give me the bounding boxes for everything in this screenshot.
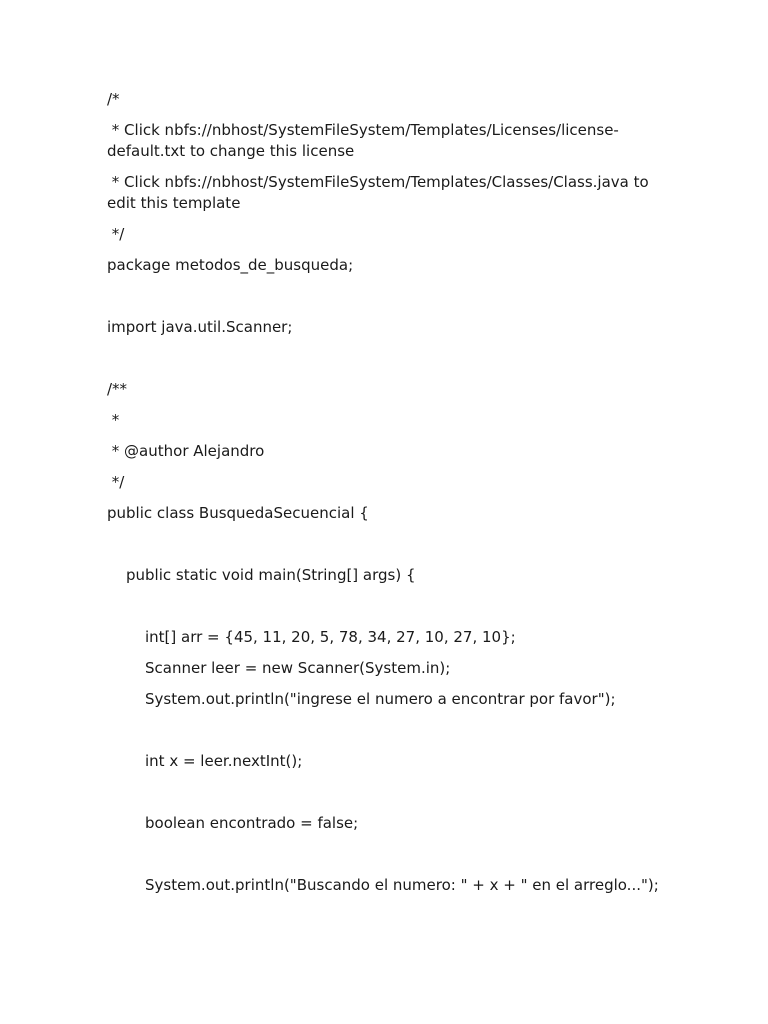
blank-line	[107, 534, 667, 555]
blank-line	[107, 596, 667, 617]
class-declaration: public class BusquedaSecuencial {	[107, 504, 369, 522]
prompt-println: System.out.println("ingrese el numero a encontrar por favor");	[145, 690, 616, 708]
scanner-declaration: Scanner leer = new Scanner(System.in);	[145, 659, 451, 677]
code-listing	[107, 89, 667, 906]
found-flag-declaration: boolean encontrado = false;	[145, 814, 359, 832]
comment-close: */	[107, 225, 125, 243]
blank-line	[107, 782, 667, 803]
main-method-declaration: public static void main(String[] args) {	[126, 566, 416, 584]
comment-template-line: * Click nbfs://nbhost/SystemFileSystem/Templates/Classes/Class.java to edit this template	[107, 173, 654, 212]
javadoc-empty-line: *	[107, 411, 120, 429]
javadoc-close: */	[107, 473, 125, 491]
comment-license-line: * Click nbfs://nbhost/SystemFileSystem/Templates/Licenses/license-default.txt to change this license	[107, 121, 619, 160]
read-int-statement: int x = leer.nextInt();	[145, 752, 303, 770]
blank-line	[107, 720, 667, 741]
comment-open: /*	[107, 90, 120, 108]
searching-println: System.out.println("Buscando el numero: " + x + " en el arreglo...");	[145, 876, 659, 894]
array-declaration: int[] arr = {45, 11, 20, 5, 78, 34, 27, 10, 27, 10};	[145, 628, 516, 646]
blank-line	[107, 286, 667, 307]
package-declaration: package metodos_de_busqueda;	[107, 256, 354, 274]
blank-line	[107, 348, 667, 369]
import-statement: import java.util.Scanner;	[107, 318, 293, 336]
blank-line	[107, 844, 667, 865]
javadoc-author: * @author Alejandro	[107, 442, 265, 460]
javadoc-open: /**	[107, 380, 128, 398]
